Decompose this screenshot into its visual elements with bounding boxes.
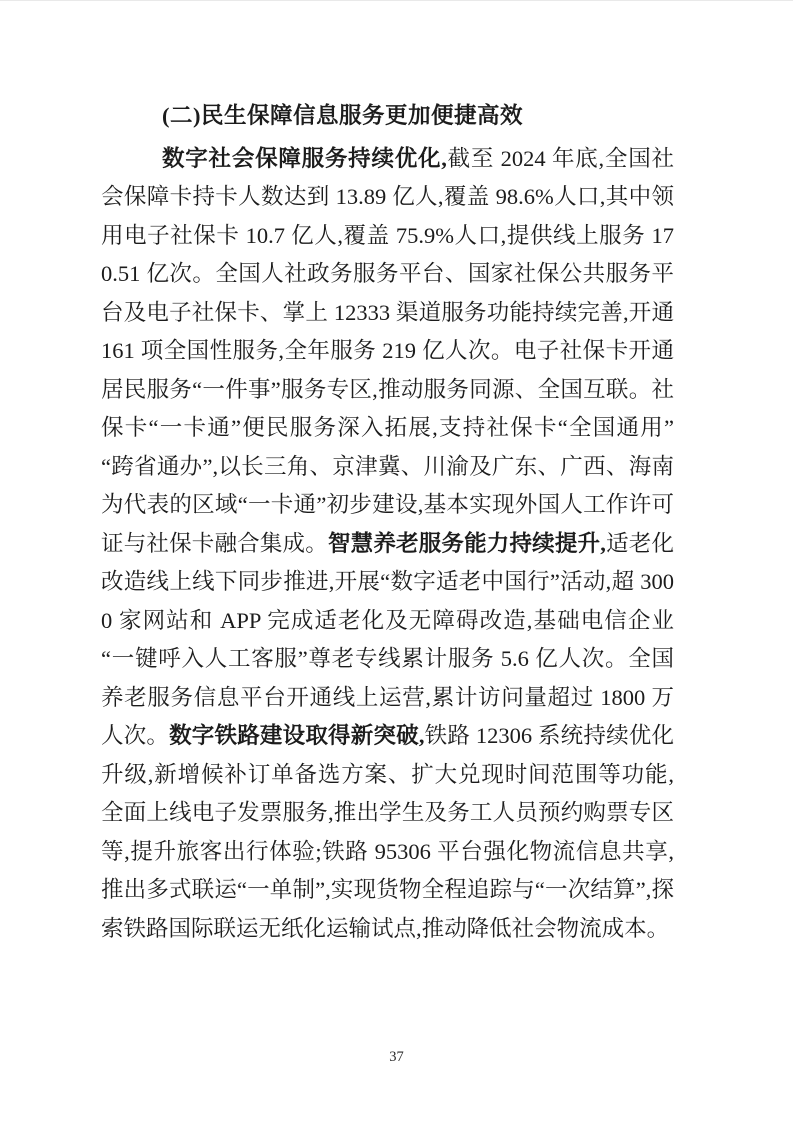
- run-text-digital-railway: 铁路 12306 系统持续优化升级,新增候补订单备选方案、扩大兑现时间范围等功能,全面上线电子发票服务,推出学生及务工人员预约购票专区等,提升旅客出行体验;铁路 95306 平台强化物流信息共享,推出多式联运“一单制”,实现货物全程追踪与“一次结算”,探索铁路国际联运无纸化运输试点,推动降低社会物流成本。: [101, 723, 674, 941]
- run-bold-digital-railway: 数字铁路建设取得新突破,: [169, 723, 425, 748]
- section-heading: (二)民生保障信息服务更加便捷高效: [162, 103, 523, 128]
- run-bold-smart-eldercare: 智慧养老服务能力持续提升,: [327, 530, 606, 556]
- run-text-smart-eldercare: 适老化改造线上线下同步推进,开展“数字适老中国行”活动,超 3000 家网站和 APP 完成适老化及无障碍改造,基础电信企业“一键呼入人工客服”尊老专线累计服务 5.6 亿人次。全国养老服务信息平台开通线上运营,累计访问量超过 1800 万人次。: [101, 530, 674, 748]
- page-number: 37: [389, 1049, 404, 1065]
- body-paragraph: [101, 140, 674, 949]
- run-bold-social-security: 数字社会保障服务持续优化,: [162, 145, 447, 171]
- run-text-social-security: 截至 2024 年底,全国社会保障卡持卡人数达到 13.89 亿人,覆盖 98.6%人口,其中领用电子社保卡 10.7 亿人,覆盖 75.9%人口,提供线上服务 170.51 亿次。全国人社政务服务平台、国家社保公共服务平台及电子社保卡、掌上 12333 渠道服务功能持续完善,开通 161 项全国性服务,全年服务 219 亿人次。电子社保卡开通居民服务“一件事”服务专区,推动服务同源、全国互联。社保卡“一卡通”便民服务深入拓展,支持社保卡“全国通用”“跨省通办”,以长三角、京津冀、川渝及广东、广西、海南为代表的区域“一卡通”初步建设,基本实现外国人工作许可证与社保卡融合集成。: [101, 145, 674, 556]
- document-body: [101, 97, 674, 948]
